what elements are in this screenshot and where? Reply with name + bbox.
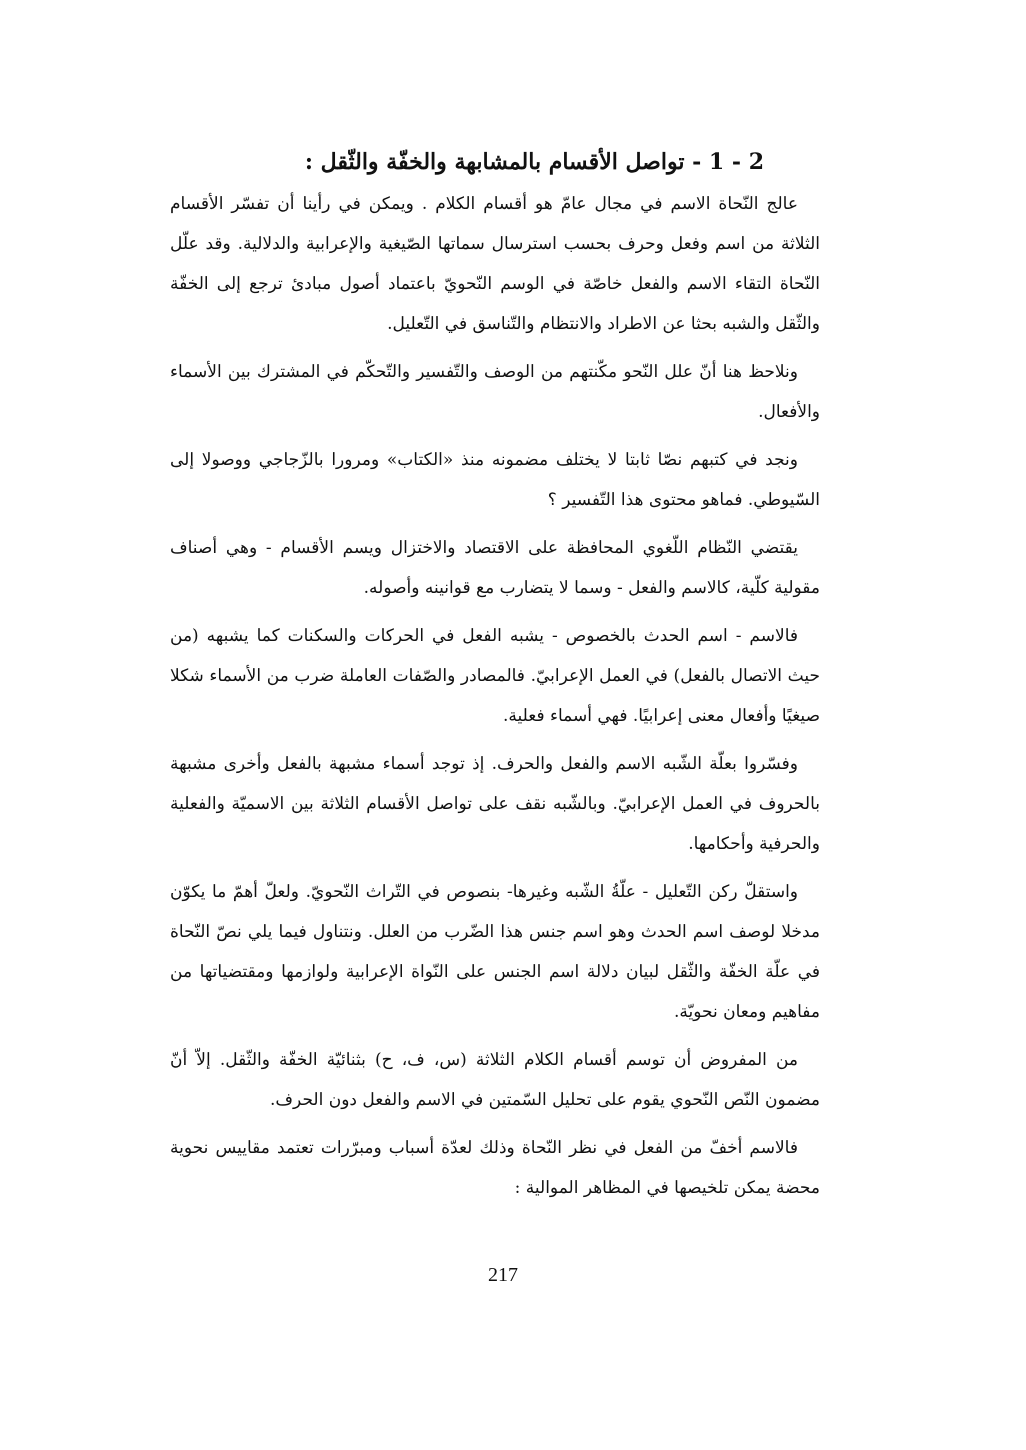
paragraph: ونلاحظ هنا أنّ علل النّحو مكّنتهم من الوصف والتّفسير والتّحكّم في المشترك بين الأسماء والأفعال. (170, 362, 820, 422)
page-number-row (0, 1264, 1026, 1287)
paragraph: ونجد في كتبهم نصّا ثابتا لا يختلف مضمونه منذ «الكتاب» ومرورا بالزّجاجي ووصولا إلى السّيوطي. فماهو محتوى هذا التّفسير ؟ (170, 450, 820, 510)
paragraph: وفسّروا بعلّة الشّبه الاسم والفعل والحرف. إذ توجد أسماء مشبهة بالفعل وأخرى مشبهة بالحروف في العمل الإعرابيّ. وبالشّبه نقف على تواصل الأقسام الثلاثة بين الاسميّة والفعلية والحرفية وأحكامها. (170, 754, 820, 854)
paragraph: يقتضي النّظام اللّغوي المحافظة على الاقتصاد والاختزال ويسم الأقسام - وهي أصناف مقولية كلّية، كالاسم والفعل - وسما لا يتضارب مع قوانينه وأصوله. (170, 538, 820, 598)
page-number: 217 (488, 1264, 518, 1286)
paragraph: فالاسم أخفّ من الفعل في نظر النّحاة وذلك لعدّة أسباب ومبرّرات تعتمد مقاييس نحوية محضة يمكن تلخيصها في المظاهر الموالية : (170, 1138, 820, 1198)
paragraph: عالج النّحاة الاسم في مجال عامّ هو أقسام الكلام . ويمكن في رأينا أن تفسّر الأقسام الثلاثة من اسم وفعل وحرف بحسب استرسال سماتها الصّيغية والإعرابية والدلالية. وقد علّل النّحاة التقاء الاسم والفعل خاصّة في الوسم النّحويّ باعتماد أصول مبادئ ترجع إلى الخفّة والثّقل والشبه بحثا عن الاطراد والانتظام والتّناسق في التّعليل. (170, 194, 820, 334)
page-body (170, 142, 820, 1216)
paragraph: فالاسم - اسم الحدث بالخصوص - يشبه الفعل في الحركات والسكنات كما يشبهه (من حيث الاتصال بالفعل) في العمل الإعرابيّ. فالمصادر والصّفات العاملة ضرب من الأسماء شكلا صيغيًا وأفعال معنى إعرابيًا. فهي أسماء فعلية. (170, 626, 820, 726)
paragraph: واستقلّ ركن التّعليل - علّةُ الشّبه وغيرها- بنصوص في التّراث النّحويّ. ولعلّ أهمّ ما يكوّن مدخلا لوصف اسم الحدث وهو اسم جنس هذا الضّرب من العلل. ونتناول فيما يلي نصّ النّحاة في علّة الخفّة والثّقل لبيان دلالة اسم الجنس على النّواة الإعرابية ولوازمها ومقتضياتها من مفاهيم ومعان نحويّة. (170, 882, 820, 1022)
section-heading: 2 - 1 - تواصل الأقسام بالمشابهة والخفّة والثّقل : (304, 149, 764, 175)
paragraph: من المفروض أن توسم أقسام الكلام الثلاثة (س، ف، ح) بثنائيّة الخفّة والثّقل. إلاّ أنّ مضمون النّص النّحوي يقوم على تحليل السّمتين في الاسم والفعل دون الحرف. (170, 1050, 820, 1110)
